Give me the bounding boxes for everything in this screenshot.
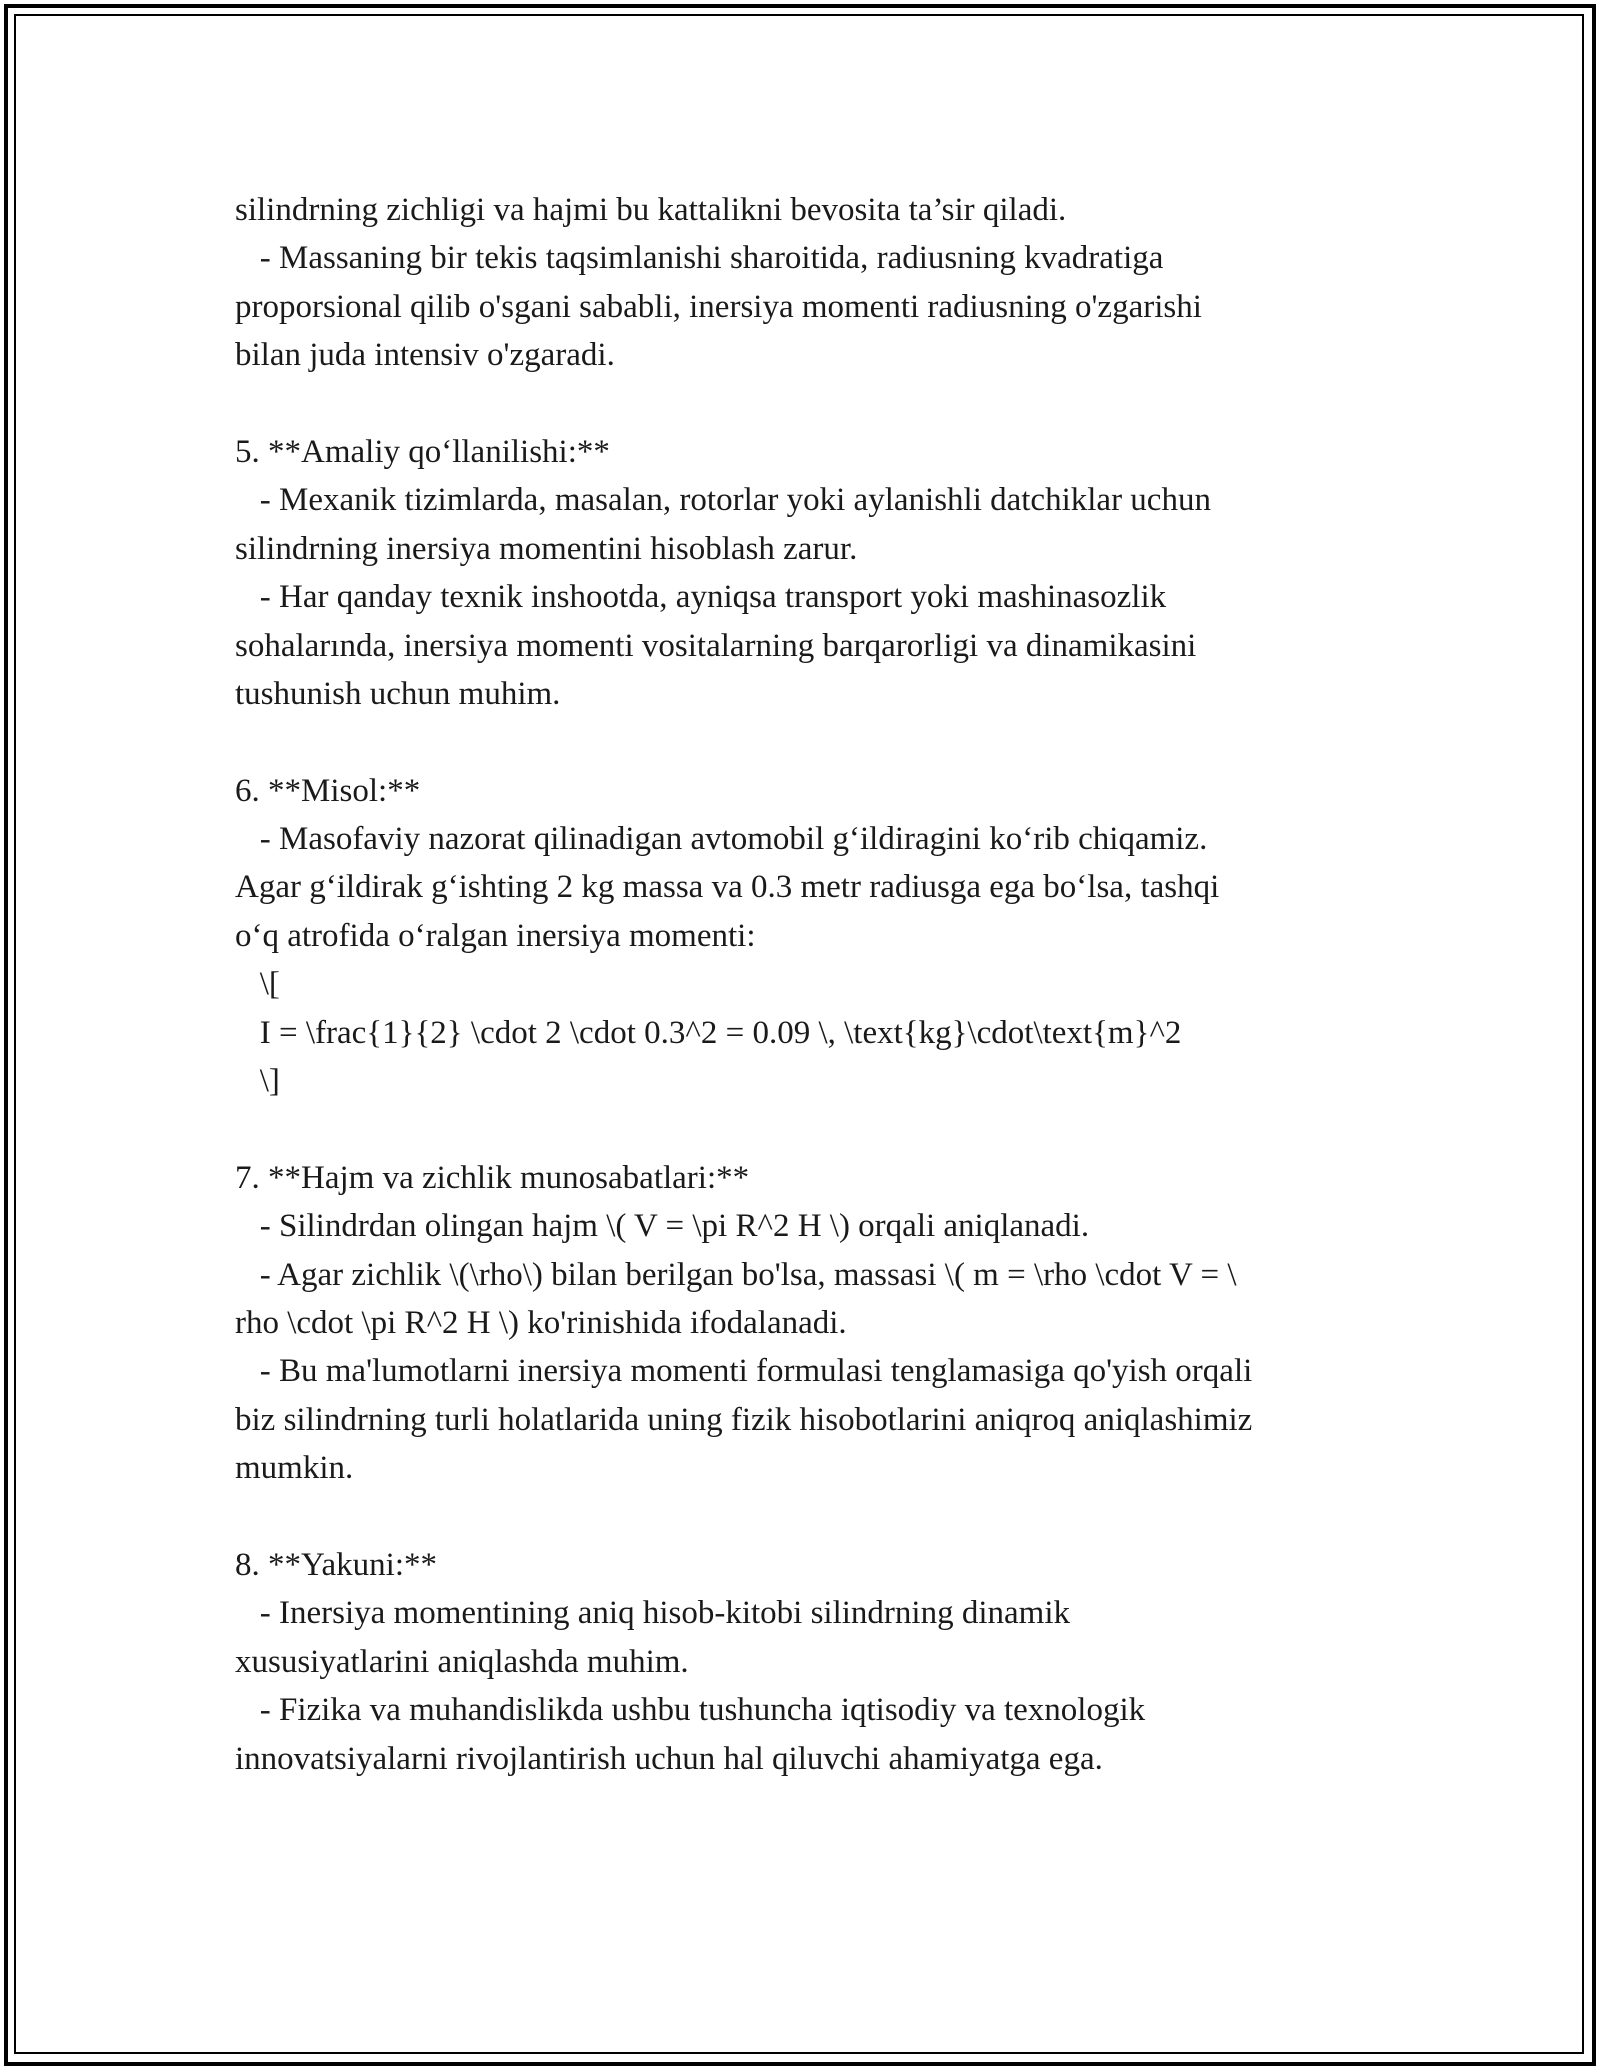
text-line: biz silindrning turli holatlarida uning fizik hisobotlarini aniqroq aniqlashimiz: [235, 1401, 1253, 1438]
text-line: bilan juda intensiv o'zgaradi.: [235, 337, 615, 374]
formula-line: \[: [235, 966, 280, 1003]
text-line: o‘q atrofida o‘ralgan inersiya momenti:: [235, 917, 756, 954]
text-line: - Har qanday texnik inshootda, ayniqsa transport yoki mashinasozlik: [235, 579, 1167, 616]
text-line: - Fizika va muhandislikda ushbu tushuncha iqtisodiy va texnologik: [235, 1692, 1146, 1729]
text-line: Agar g‘ildirak g‘ishting 2 kg massa va 0.3 metr radiusga ega bo‘lsa, tashqi: [235, 869, 1220, 906]
text-line: sohalarında, inersiya momenti vositalarning barqarorligi va dinamikasini: [235, 627, 1197, 664]
formula-line: I = \frac{1}{2} \cdot 2 \cdot 0.3^2 = 0.09 \, \text{kg}\cdot\text{m}^2: [235, 1014, 1182, 1051]
text-line: proporsional qilib o'sgani sababli, inersiya momenti radiusning o'zgarishi: [235, 288, 1202, 325]
text-line: silindrning zichligi va hajmi bu kattalikni bevosita ta’sir qiladi.: [235, 192, 1067, 228]
text-line: silindrning inersiya momentini hisoblash zarur.: [235, 530, 858, 567]
section-heading: 5. **Amaliy qo‘llanilishi:**: [235, 433, 610, 470]
section-heading: 6. **Misol:**: [235, 772, 421, 809]
text-line: - Masofaviy nazorat qilinadigan avtomobil g‘ildiragini ko‘rib chiqamiz.: [235, 821, 1208, 858]
blank-line: [235, 1105, 1385, 1153]
blank-line: [235, 380, 1385, 428]
text-line: tushunish uchun muhim.: [235, 675, 561, 712]
text-line: xususiyatlarini aniqlashda muhim.: [235, 1643, 689, 1680]
text-line: - Agar zichlik \(\rho\) bilan berilgan bo'lsa, massasi \( m = \rho \cdot V = \: [235, 1256, 1237, 1293]
text-line: - Mexanik tizimlarda, masalan, rotorlar yoki aylanishli datchiklar uchun: [235, 482, 1211, 519]
blank-line: [235, 718, 1385, 766]
formula-line: \]: [235, 1063, 280, 1100]
document-body: [235, 186, 1385, 1783]
text-line: - Inersiya momentining aniq hisob-kitobi silindrning dinamik: [235, 1595, 1070, 1632]
section-heading: 7. **Hajm va zichlik munosabatlari:**: [235, 1159, 750, 1196]
text-line: rho \cdot \pi R^2 H \) ko'rinishida ifodalanadi.: [235, 1304, 847, 1341]
section-heading: 8. **Yakuni:**: [235, 1546, 438, 1583]
text-line: - Bu ma'lumotlarni inersiya momenti formulasi tenglamasiga qo'yish orqali: [235, 1353, 1253, 1390]
blank-line: [235, 1493, 1385, 1541]
text-line: - Massaning bir tekis taqsimlanishi sharoitida, radiusning kvadratiga: [235, 240, 1164, 277]
text-line: innovatsiyalarni rivojlantirish uchun hal qiluvchi ahamiyatga ega.: [235, 1740, 1103, 1777]
text-line: mumkin.: [235, 1450, 354, 1487]
text-line: - Silindrdan olingan hajm \( V = \pi R^2 H \) orqali aniqlanadi.: [235, 1208, 1090, 1245]
